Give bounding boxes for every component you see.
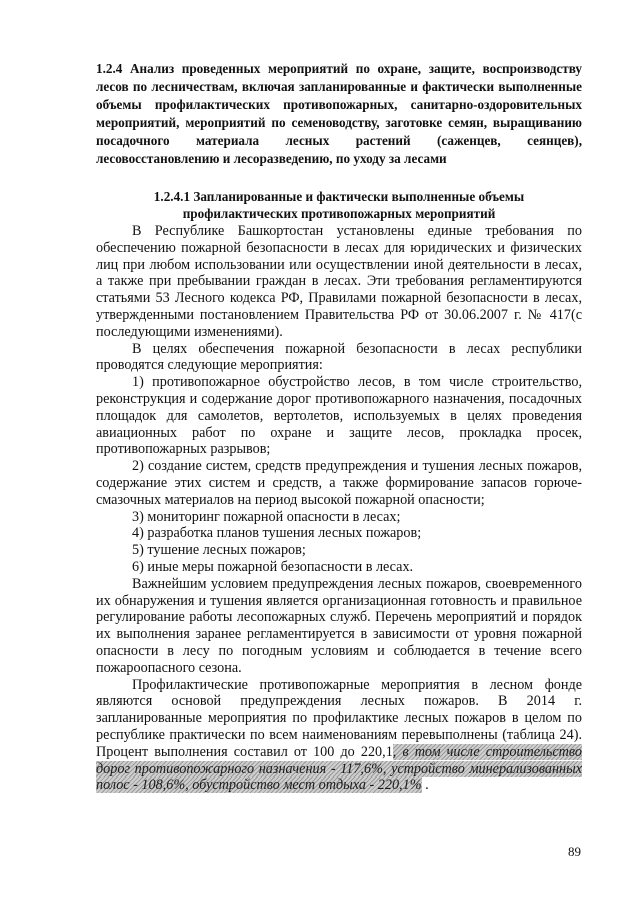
list-item: 3) мониторинг пожарной опасности в лесах; [132, 508, 401, 525]
results-end: . [421, 777, 429, 794]
list-item: 1) противопожарное обустройство лесов, в том числе строительство, реконструкция и содержание дорог противопожарного назначения, посадочных площадок для самолетов, вертолетов, используемых в целях проведения авиационных работ по охране и защите лесов, прокладка просек, противопожарных разрывов; [96, 374, 582, 458]
list-item: 4) разработка планов тушения лесных пожаров; [132, 525, 422, 542]
results-text: Профилактические противопожарные мероприятия в лесном фонде являются основой предупреждения лесных пожаров. В 2014 г. запланированные мероприятия по профилактике лесных пожаров в целом по республике практически по всем наименованиям перевыполнены (таблица 24). Процент выполнения составил от 100 до 220,1 [96, 676, 582, 760]
paragraph-measures-intro: В целях обеспечения пожарной безопасности в лесах республики проводятся следующие мероприятия: [96, 340, 582, 374]
list-item: 6) иные меры пожарной безопасности в лесах. [132, 558, 414, 575]
paragraph-organization: Важнейшим условием предупреждения лесных пожаров, своевременного их обнаружения и тушения является организационная готовность и правильное регулирование работы лесопожарных служб. Перечень мероприятий и порядок их выполнения заранее регламентируется в зависимости от уровня пожарной опасности в лесу по погодным условиям и соблюдается в течение всего пожароопасного сезона. [96, 575, 582, 676]
subsection-heading: 1.2.4.1 Запланированные и фактически выполненные объемы профилактических противопожарных мероприятий [153, 189, 525, 221]
list-item: 2) создание систем, средств предупреждения и тушения лесных пожаров, содержание этих систем и средств, а также формирование запасов горюче-смазочных материалов на период высокой пожарной опасности; [96, 458, 582, 508]
section-heading: 1.2.4 Анализ проведенных мероприятий по охране, защите, воспроизводству лесов по лесничествам, включая запланированные и фактически выполненные объемы профилактических противопожарных, санитарно-оздоровительных мероприятий, мероприятий по семеноводству, заготовке семян, выращиванию посадочного материала лесных растений (саженцев, сеянцев), лесовосстановлению и лесоразведению, по уходу за лесами [96, 61, 582, 166]
paragraph-results [96, 677, 582, 795]
page-number: 89 [568, 844, 581, 859]
document-page [96, 60, 582, 794]
highlighted-results: , в том числе строительство дорог противопожарного назначения - 117,6%, устройство минерализованных полос - 108,6%, обустройство мест отдыха - 220,1% [96, 743, 582, 794]
list-item: 5) тушение лесных пожаров; [132, 542, 306, 559]
paragraph-requirements: В Республике Башкортостан установлены единые требования по обеспечению пожарной безопасности в лесах для юридических и физических лиц при любом использовании или осуществлении иной деятельности в лесах, а также при пребывании граждан в лесах. Эти требования регламентируются статьями 53 Лесного кодекса РФ, Правилами пожарной безопасности в лесах, утвержденными постановлением Правительства РФ от 30.06.2007 г. № 417(с последующими изменениями). [96, 223, 582, 340]
measures-list [96, 374, 582, 576]
